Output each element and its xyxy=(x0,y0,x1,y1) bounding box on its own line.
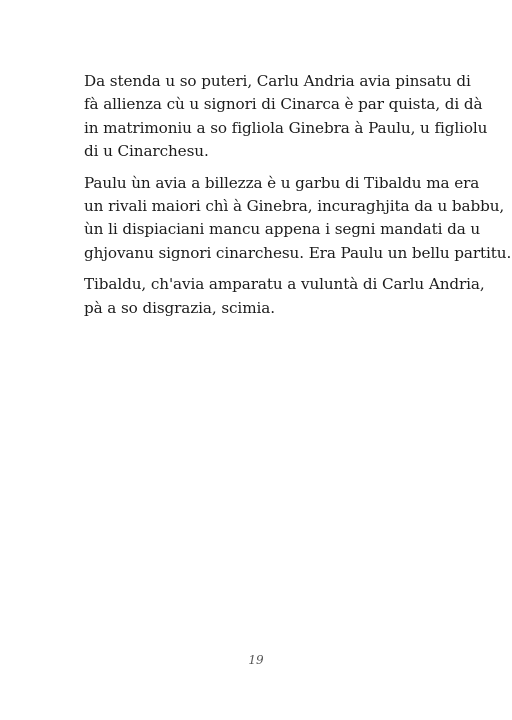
text-line: fà allienza cù u signori di Cinarca è par quista, di dà xyxy=(84,95,483,114)
text-line: ghjovanu signori cinarchesu. Era Paulu un bellu partitu. xyxy=(84,243,512,262)
text-line: in matrimoniu a so figliola Ginebra à Paulu, u figliolu xyxy=(84,118,488,137)
page-number: 19 xyxy=(248,653,264,667)
text-line: Da stenda u so puteri, Carlu Andria avia pinsatu di xyxy=(84,72,471,90)
text-line: Paulu ùn avia a billezza è u garbu di Tibaldu ma era xyxy=(84,173,480,192)
text-line: pà a so disgrazia, scimia. xyxy=(84,298,275,317)
paragraph-3 xyxy=(84,273,485,320)
text-line: di u Cinarchesu. xyxy=(84,142,209,161)
paragraph-2 xyxy=(84,172,512,266)
text-line: un rivali maiori chì à Ginebra, incuraghjita da u babbu, xyxy=(84,197,505,216)
text-line: Tibaldu, ch'avia amparatu a vuluntà di Carlu Andria, xyxy=(84,275,485,294)
text-line: ùn li dispiaciani mancu appena i segni mandati da u xyxy=(84,220,481,239)
body-text xyxy=(84,70,512,328)
paragraph-1 xyxy=(84,70,488,164)
